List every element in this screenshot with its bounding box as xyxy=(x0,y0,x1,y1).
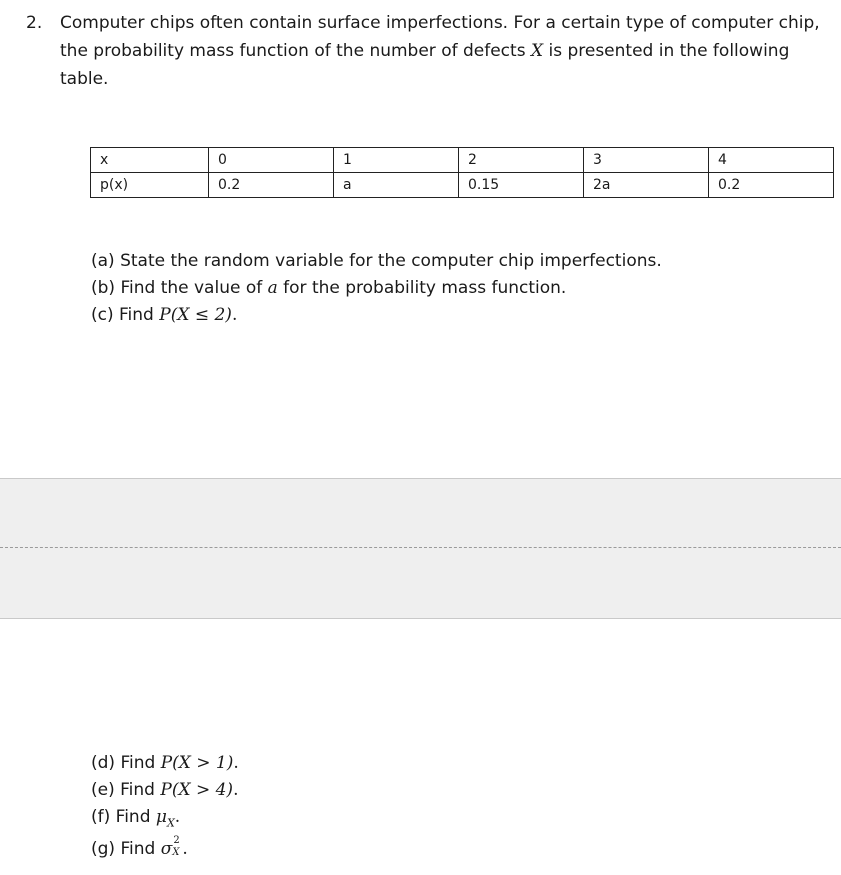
table-cell: p(x) xyxy=(91,173,209,198)
question-text xyxy=(60,9,826,93)
part-e-text: (e) Find xyxy=(91,780,161,800)
part-g-text: (g) Find xyxy=(91,839,161,860)
part-g xyxy=(91,836,831,863)
part-g-scripts xyxy=(172,835,182,859)
table-cell: a xyxy=(334,173,459,198)
part-b-variable: a xyxy=(267,278,278,298)
part-e-expression: P(X > 4) xyxy=(160,780,234,800)
part-f-text: (f) Find xyxy=(91,807,156,827)
part-d-text-end: . xyxy=(233,753,239,773)
pmf-table xyxy=(90,147,834,198)
table-cell: 2 xyxy=(459,148,584,173)
part-f-subscript: X xyxy=(166,816,175,830)
part-b xyxy=(91,275,831,302)
question-text-part-1: Computer chips often contain surface imperfections. For a certain type of computer chip, the probability mass function of the number of defects xyxy=(60,13,820,61)
part-e-text-end: . xyxy=(233,780,239,800)
table-cell: 0.2 xyxy=(709,173,834,198)
part-c-text-end: . xyxy=(231,305,238,325)
part-g-symbol: σ xyxy=(160,839,173,860)
table-row-px xyxy=(91,173,834,198)
part-d-text: (d) Find xyxy=(91,753,161,773)
part-f xyxy=(91,804,831,836)
part-g-subscript: X xyxy=(172,847,180,859)
page-gap-bottom xyxy=(0,549,841,619)
part-c-expression: P(X ≤ 2) xyxy=(159,305,232,325)
table-cell: 0.2 xyxy=(209,173,334,198)
table-cell: 0 xyxy=(209,148,334,173)
page-gap-top xyxy=(0,478,841,549)
question-variable: X xyxy=(530,41,544,61)
table-cell: 3 xyxy=(584,148,709,173)
question-text-part-2: is presented in the following table. xyxy=(60,41,790,89)
parts-list-top xyxy=(91,248,831,329)
question-number: 2. xyxy=(26,13,43,33)
parts-list-bottom xyxy=(91,750,831,863)
part-g-superscript: 2 xyxy=(173,835,180,847)
part-f-text-end: . xyxy=(174,807,181,827)
question-block xyxy=(26,9,826,93)
part-a xyxy=(91,248,831,275)
table-cell: 4 xyxy=(709,148,834,173)
part-a-text: (a) State the random variable for the computer chip imperfections. xyxy=(91,251,662,271)
part-e xyxy=(91,777,831,804)
table-cell: 1 xyxy=(334,148,459,173)
table-cell: 0.15 xyxy=(459,173,584,198)
part-d-expression: P(X > 1) xyxy=(160,753,234,773)
part-c xyxy=(91,302,831,329)
part-c-text: (c) Find xyxy=(91,305,160,325)
part-b-text-end: for the probability mass function. xyxy=(277,278,567,298)
part-f-symbol: μ xyxy=(155,807,167,827)
part-b-text: (b) Find the value of xyxy=(91,278,268,298)
page-break-divider xyxy=(0,547,841,548)
table-cell: 2a xyxy=(584,173,709,198)
part-d xyxy=(91,750,831,777)
table-cell: x xyxy=(91,148,209,173)
table-row-x xyxy=(91,148,834,173)
part-g-text-end: . xyxy=(182,839,188,860)
